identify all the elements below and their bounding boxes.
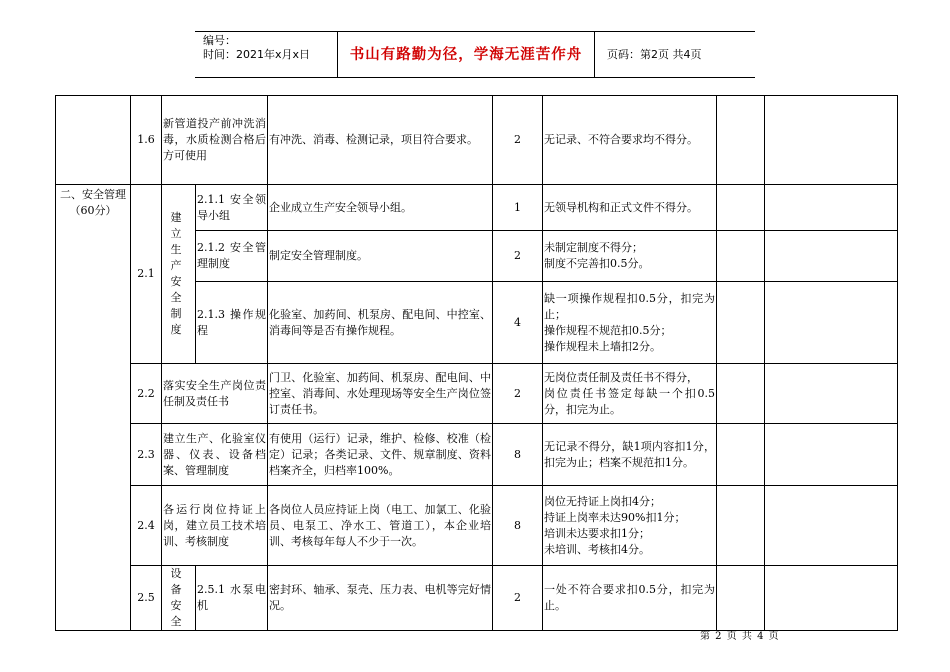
item-criteria: 无领导机构和正式文件不得分。 (543, 185, 717, 231)
item-name: 落实安全生产岗位责任制及责任书 (162, 364, 268, 424)
item-criteria (543, 364, 717, 424)
item-criteria: 一处不符合要求扣0.5分，扣完为止。 (543, 566, 717, 631)
item-name: 建立生产、化验室仪器、仪表、设备档案、管理制度 (162, 424, 268, 486)
blank-cell (765, 424, 898, 486)
item-score: 8 (493, 486, 543, 566)
blank-cell (765, 566, 898, 631)
item-requirement: 企业成立生产安全领导小组。 (268, 185, 493, 231)
item-requirement: 化验室、加药间、机泵房、配电间、中控室、消毒间等是否有操作规程。 (268, 282, 493, 364)
sub-item-name: 建立生产安全制度 (162, 185, 196, 364)
item-number: 2.3 (131, 424, 162, 486)
item-score: 2 (493, 566, 543, 631)
blank-cell (717, 231, 765, 282)
sub-item-name: 设备安全 (162, 566, 196, 631)
item-requirement: 有使用（运行）记录，维护、检修、校准（检定）记录；各类记录、文件、规章制度、资料档案齐全，归档率100%。 (268, 424, 493, 486)
header-motto: 书山有路勤为径，学海无涯苦作舟 (338, 32, 595, 77)
criteria-line: 制度不完善扣0.5分。 (544, 257, 650, 270)
category-cell-empty (56, 96, 131, 185)
sub-item-code: 2.1.1 安全领导小组 (196, 185, 268, 231)
criteria-line: 无岗位责任制及责任书不得分， (544, 370, 698, 384)
item-score: 8 (493, 424, 543, 486)
table-row (56, 364, 898, 424)
item-name: 新管道投产前冲洗消毒，水质检测合格后方可使用 (162, 96, 268, 185)
blank-cell (717, 364, 765, 424)
item-score: 4 (493, 282, 543, 364)
item-requirement: 密封环、轴承、泵壳、压力表、电机等完好情况。 (268, 566, 493, 631)
doc-time: 时间：2021年x月x日 (203, 48, 311, 61)
criteria-line: 持证上岗率未达90%扣1分； (544, 510, 686, 524)
blank-cell (717, 486, 765, 566)
item-criteria (543, 282, 717, 364)
item-requirement: 各岗位人员应持证上岗（电工、加氯工、化验员、电泵工、净水工、管道工），本企业培训、考核每年每人不少于一次。 (268, 486, 493, 566)
criteria-line: 岗位责任书签定每缺一个扣0.5分，扣完为止。 (544, 386, 715, 416)
item-number: 2.4 (131, 486, 162, 566)
item-name: 各运行岗位持证上岗，建立员工技术培训、考核制度 (162, 486, 268, 566)
sub-item-code: 2.1.3 操作规程 (196, 282, 268, 364)
item-number: 2.2 (131, 364, 162, 424)
criteria-line: 缺一项操作规程扣0.5分，扣完为止； (544, 291, 715, 321)
table-row (56, 424, 898, 486)
blank-cell (717, 96, 765, 185)
item-criteria (543, 424, 717, 486)
blank-cell (765, 96, 898, 185)
criteria-line: 岗位无持证上岗扣4分； (544, 494, 661, 508)
item-number: 2.5 (131, 566, 162, 631)
assessment-table (55, 95, 898, 631)
blank-cell (765, 486, 898, 566)
header-doc-info (195, 32, 338, 77)
blank-cell (765, 185, 898, 231)
table-row (56, 185, 898, 231)
item-score: 2 (493, 231, 543, 282)
criteria-line: 无记录不得分，缺1项内容扣1分，扣完为止；档案不规范扣1分。 (544, 439, 715, 469)
item-score: 2 (493, 96, 543, 185)
blank-cell (765, 364, 898, 424)
table-row (56, 486, 898, 566)
criteria-line: 培训未达要求扣1分； (544, 526, 650, 540)
criteria-line: 未培训、考核扣4分。 (544, 542, 650, 556)
item-number: 1.6 (131, 96, 162, 185)
sub-item-code: 2.5.1 水泵电机 (196, 566, 268, 631)
criteria-line: 未制定制度不得分； (544, 241, 643, 254)
blank-cell (717, 566, 765, 631)
item-requirement: 门卫、化验室、加药间、机泵房、配电间、中控室、消毒间、水处理现场等安全生产岗位签订责任书。 (268, 364, 493, 424)
sub-item-code: 2.1.2 安全管理制度 (196, 231, 268, 282)
blank-cell (765, 282, 898, 364)
item-requirement: 制定安全管理制度。 (268, 231, 493, 282)
item-score: 2 (493, 364, 543, 424)
blank-cell (717, 424, 765, 486)
criteria-line: 操作规程不规范扣0.5分； (544, 323, 672, 337)
header-page-info: 页码：第2页 共4页 (607, 48, 702, 61)
table-row (56, 96, 898, 185)
table-row (56, 566, 898, 631)
blank-cell (717, 185, 765, 231)
item-score: 1 (493, 185, 543, 231)
page-header (195, 31, 755, 78)
item-criteria (543, 231, 717, 282)
page-footer: 第 2 页 共 4 页 (700, 631, 780, 642)
criteria-line: 操作规程未上墙扣2分。 (544, 339, 661, 353)
section-points: （60分） (69, 204, 117, 217)
item-criteria: 无记录、不符合要求均不得分。 (543, 96, 717, 185)
item-criteria (543, 486, 717, 566)
section-title-text: 二、安全管理 (60, 188, 126, 201)
item-number: 2.1 (131, 185, 162, 364)
item-requirement: 有冲洗、消毒、检测记录，项目符合要求。 (268, 96, 493, 185)
blank-cell (765, 231, 898, 282)
doc-number-label: 编号： (203, 34, 236, 47)
blank-cell (717, 282, 765, 364)
section-title (56, 185, 131, 631)
